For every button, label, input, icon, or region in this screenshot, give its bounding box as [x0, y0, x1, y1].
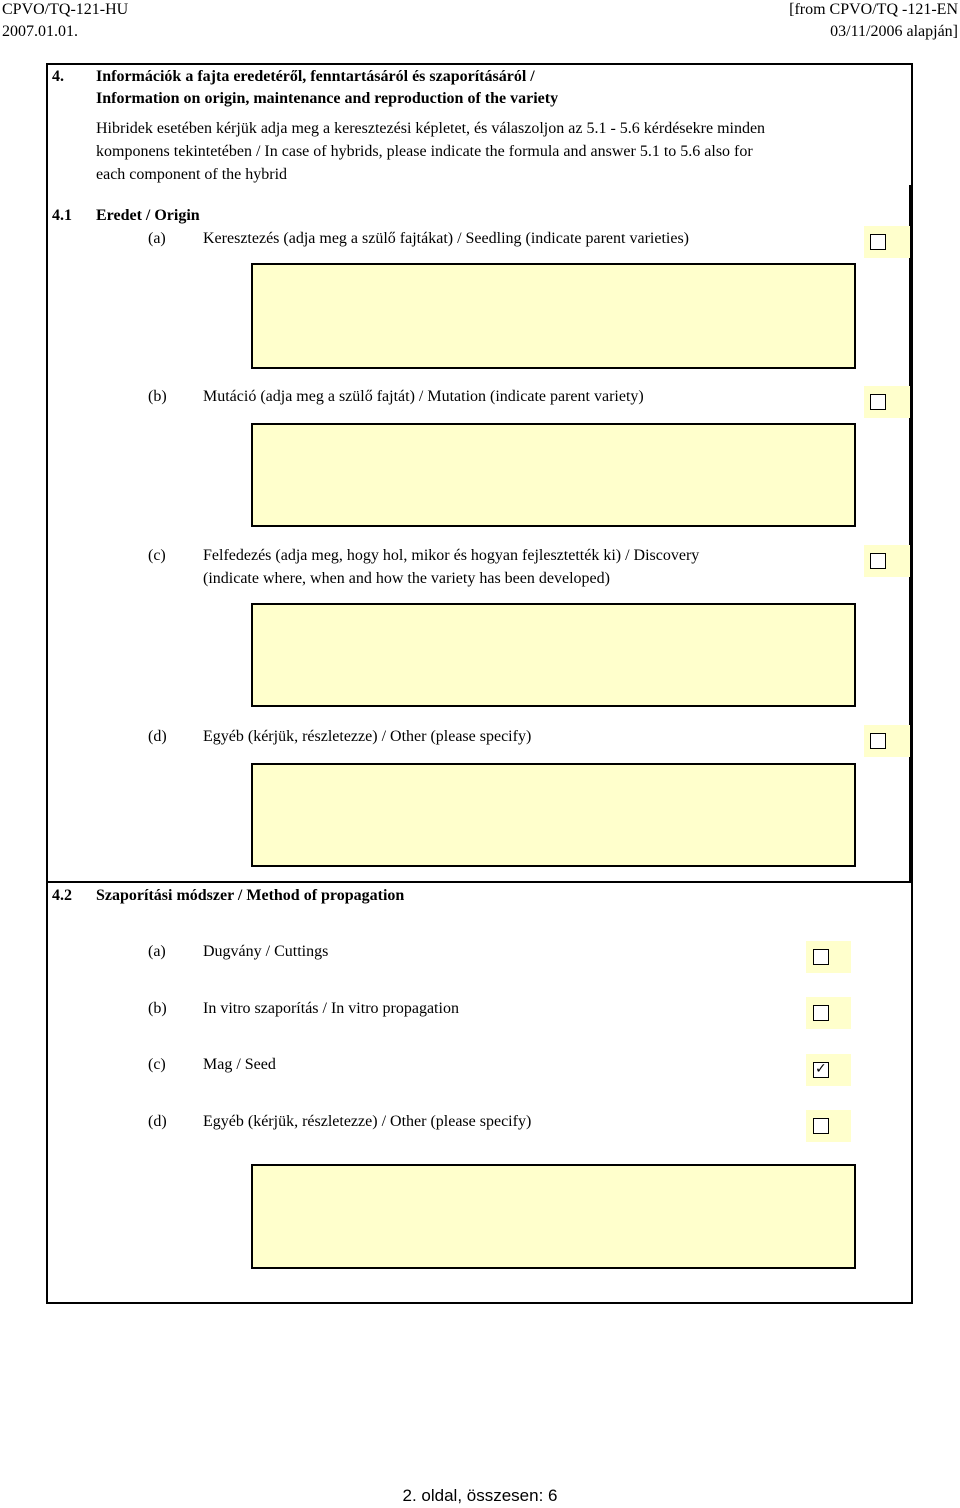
- propagation-d-label: Egyéb (kérjük, részletezze) / Other (please specify): [203, 1113, 532, 1130]
- propagation-c-letter: (c): [148, 1056, 166, 1073]
- origin-a-label: Keresztezés (adja meg a szülő fajtákat) / Seedling (indicate parent varieties): [203, 230, 689, 247]
- propagation-b-checkbox-zone: [806, 997, 851, 1029]
- origin-b-letter: (b): [148, 388, 167, 405]
- propagation-b-letter: (b): [148, 1000, 167, 1017]
- propagation-c-checkbox[interactable]: [813, 1062, 829, 1078]
- section-title-hu: Információk a fajta eredetéről, fenntartásáról és szaporításáról /: [96, 68, 535, 85]
- propagation-b-checkbox[interactable]: [813, 1005, 829, 1021]
- check-mark-icon: ✓: [815, 1061, 827, 1077]
- propagation-b-label: In vitro szaporítás / In vitro propagation: [203, 1000, 459, 1017]
- propagation-c-label: Mag / Seed: [203, 1056, 276, 1073]
- origin-d-text-field[interactable]: [251, 763, 856, 867]
- propagation-other-text-field[interactable]: [251, 1164, 856, 1269]
- propagation-d-letter: (d): [148, 1113, 167, 1130]
- origin-d-checkbox-zone: [864, 725, 910, 757]
- propagation-a-checkbox[interactable]: [813, 949, 829, 965]
- origin-d-label: Egyéb (kérjük, részletezze) / Other (please specify): [203, 728, 532, 745]
- origin-b-text-field[interactable]: [251, 423, 856, 527]
- form-date-en: 03/11/2006 alapján]: [830, 23, 958, 40]
- propagation-a-letter: (a): [148, 943, 166, 960]
- propagation-d-checkbox[interactable]: [813, 1118, 829, 1134]
- origin-c-text-field[interactable]: [251, 603, 856, 707]
- origin-c-label-2: (indicate where, when and how the variety has been developed): [203, 570, 610, 587]
- propagation-title: Szaporítási módszer / Method of propagation: [96, 887, 405, 904]
- origin-c-letter: (c): [148, 547, 166, 564]
- section-number: 4.: [52, 68, 64, 85]
- origin-title: Eredet / Origin: [96, 207, 200, 224]
- origin-right-border: [909, 185, 911, 882]
- origin-number: 4.1: [52, 207, 72, 224]
- section-title-en: Information on origin, maintenance and reproduction of the variety: [96, 90, 559, 107]
- origin-b-label: Mutáció (adja meg a szülő fajtát) / Mutation (indicate parent variety): [203, 388, 644, 405]
- origin-a-checkbox-zone: [864, 226, 910, 258]
- origin-b-checkbox[interactable]: [870, 394, 886, 410]
- origin-a-text-field[interactable]: [251, 263, 856, 369]
- origin-c-checkbox-zone: [864, 545, 910, 577]
- origin-b-checkbox-zone: [864, 386, 910, 418]
- page-number: [0, 1486, 960, 1506]
- propagation-c-checkbox-zone: [806, 1054, 851, 1086]
- propagation-a-checkbox-zone: [806, 941, 851, 973]
- hybrid-note-line: komponens tekintetében / In case of hybrids, please indicate the formula and answer 5.1 to 5.6 also for: [96, 143, 753, 160]
- form-date-hu: 2007.01.01.: [2, 23, 78, 40]
- propagation-a-label: Dugvány / Cuttings: [203, 943, 329, 960]
- hybrid-note-line: each component of the hybrid: [96, 166, 288, 183]
- origin-a-letter: (a): [148, 230, 166, 247]
- form-code-hu: CPVO/TQ-121-HU: [2, 1, 129, 18]
- hybrid-note-line: Hibridek esetében kérjük adja meg a keresztezési képletet, és válaszoljon az 5.1 - 5.6 kérdésekre minden: [96, 120, 766, 137]
- section-divider: [46, 881, 913, 883]
- origin-d-checkbox[interactable]: [870, 733, 886, 749]
- origin-a-checkbox[interactable]: [870, 234, 886, 250]
- page-number-text: 2. oldal, összesen: 6: [402, 1486, 558, 1505]
- propagation-d-checkbox-zone: [806, 1110, 851, 1142]
- form-code-en: [from CPVO/TQ -121-EN: [789, 1, 958, 18]
- origin-c-label: Felfedezés (adja meg, hogy hol, mikor és hogyan fejlesztették ki) / Discovery: [203, 547, 700, 564]
- origin-c-checkbox[interactable]: [870, 553, 886, 569]
- propagation-number: 4.2: [52, 887, 72, 904]
- origin-d-letter: (d): [148, 728, 167, 745]
